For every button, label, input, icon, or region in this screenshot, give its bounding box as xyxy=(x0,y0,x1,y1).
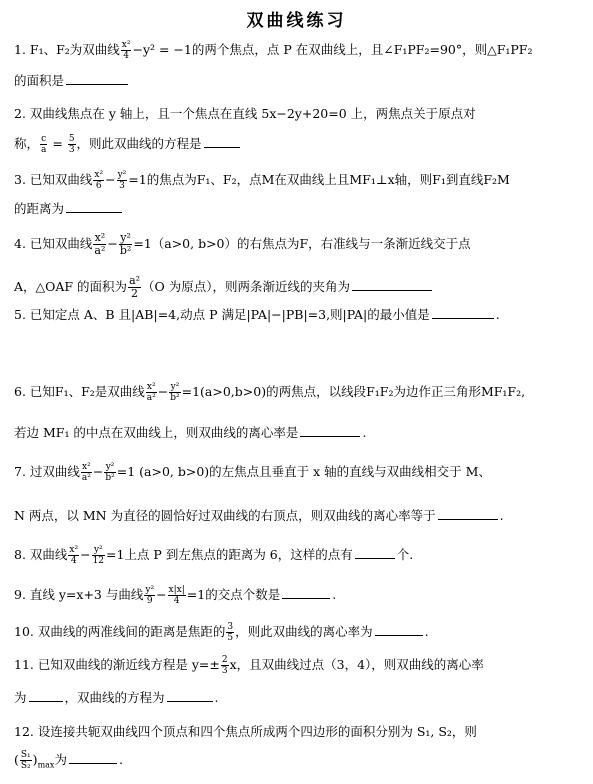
q2-text-c: ，则此双曲线的方程是 xyxy=(76,136,202,151)
q8-fraction-1: $\frac{\text{x²}}{4}$ xyxy=(69,545,79,566)
question-5-line-1: 5. 已知定点 A、B 且|AB|=4,动点 P 满足|PA|−|PB|=3,则|PA|的最小值是 . xyxy=(14,307,500,322)
question-12-line-2: ( $\frac{\text{S₁}}{\text{S₂}}$ )$_{max}$为 . xyxy=(14,750,123,771)
q9-text-a: 9. 直线 y=x+3 与曲线 xyxy=(14,587,144,602)
question-4-line-1 xyxy=(14,232,583,257)
question-1-line-2 xyxy=(14,72,583,89)
q7-minus: − xyxy=(92,464,104,479)
q7-fraction-1: $\frac{\text{x²}}{\text{a²}}$ xyxy=(81,462,91,483)
q1-text-c: 的面积是 xyxy=(14,73,65,88)
question-3-line-1 xyxy=(14,170,583,191)
question-6-line-2: 若边 MF₁ 的中点在双曲线上，则双曲线的离心率是 . xyxy=(14,425,367,440)
q2-equals: = xyxy=(48,136,67,151)
q12-text-b: 为 xyxy=(54,752,67,767)
q4-fraction-3: $\frac{\text{a²}}{2}$ xyxy=(129,274,141,300)
q2-fraction-5-3: $\frac{5}{3}$ xyxy=(68,134,75,155)
question-6-line-1 xyxy=(14,382,583,403)
q4-text-a: 4. 已知双曲线 xyxy=(14,236,93,251)
q11-text-b: x，且双曲线过点（3，4），则双曲线的离心率 xyxy=(229,657,484,672)
q11-fraction: $\frac{2}{3}$ xyxy=(221,655,228,676)
q4-text-d: （O 为原点），则两条渐近线的夹角为 xyxy=(142,279,351,294)
q4-answer-blank[interactable] xyxy=(352,278,432,291)
q6-fraction-2: $\frac{\text{y²}}{\text{b²}}$ xyxy=(170,382,180,403)
q12-subscript-max: max xyxy=(37,760,55,770)
q8-fraction-2: $\frac{\text{y²}}{12}$ xyxy=(92,545,105,566)
q11-equation-blank[interactable] xyxy=(167,689,213,702)
q7-answer-blank[interactable] xyxy=(438,507,498,520)
q6-fraction-1: $\frac{\text{x²}}{\text{a²}}$ xyxy=(146,382,156,403)
q9-minus: − xyxy=(156,587,167,602)
question-1-line-1 xyxy=(14,40,583,61)
q11-text-d: ，双曲线的方程为 xyxy=(64,690,165,705)
worksheet-title: 双曲线练习 xyxy=(246,11,347,31)
q1-answer-blank[interactable] xyxy=(66,72,128,85)
q9-fraction-2: $\frac{x|x|}{4}$ xyxy=(168,585,185,606)
question-9-line-1: 9. 直线 y=x+3 与曲线 $\frac{\text{y²}}{9}$ − $\frac{x|x|}{4}$ =1的交点个数是 . xyxy=(14,585,337,606)
q3-text-b: =1的焦点为F₁、F₂，点M在双曲线上且MF₁⊥x轴，则F₁到直线F₂M xyxy=(128,172,510,187)
q3-fraction-2: $\frac{\text{y²}}{3}$ xyxy=(117,170,127,191)
question-3-line-2 xyxy=(14,200,583,217)
question-7-line-1 xyxy=(14,462,583,483)
q5-text-a: 5. 已知定点 A、B 且|AB|=4,动点 P 满足|PA|−|PB|=3,则|PA|的最小值是 xyxy=(14,307,430,322)
q8-answer-blank[interactable] xyxy=(355,546,395,559)
question-8-line-1 xyxy=(14,545,583,566)
q3-minus: − xyxy=(105,172,116,187)
question-11-line-2: 为 ，双曲线的方程为 . xyxy=(14,690,219,705)
q3-text-c: 的距离为 xyxy=(14,201,65,216)
question-2-line-1 xyxy=(14,106,583,122)
question-10-line-1: 10. 双曲线的两准线间的距离是焦距的 $\frac{3}{5}$ ，则此双曲线的离心率为 . xyxy=(14,622,429,643)
q3-fraction-1: $\frac{\text{x²}}{6}$ xyxy=(94,170,104,191)
q4-text-c: A，△OAF 的面积为 xyxy=(14,279,128,294)
q1-fraction: $\frac{\text{x²}}{4}$ xyxy=(121,40,131,61)
q5-answer-blank[interactable] xyxy=(432,306,494,319)
q4-minus: − xyxy=(107,236,118,251)
question-12-line-1 xyxy=(14,724,583,740)
q8-text-b: =1上点 P 到左焦点的距离为 6，这样的点有 xyxy=(106,547,353,562)
q12-fraction: $\frac{\text{S₁}}{\text{S₂}}$ xyxy=(20,750,31,771)
q11-eccentricity-blank[interactable] xyxy=(29,689,63,702)
question-4-line-2 xyxy=(14,275,583,300)
q2-text-b: 称， xyxy=(14,136,40,151)
q7-text-c: N 两点，以 MN 为直径的圆恰好过双曲线的右顶点，则双曲线的离心率等于 xyxy=(14,508,436,523)
q9-fraction-1: $\frac{\text{y²}}{9}$ xyxy=(145,585,155,606)
q4-fraction-2: $\frac{\text{y²}}{\text{b²}}$ xyxy=(119,231,132,257)
q3-text-a: 3. 已知双曲线 xyxy=(14,172,93,187)
q10-text-b: ，则此双曲线的离心率为 xyxy=(235,624,373,639)
q1-text-b: −y² = −1的两个焦点，点 P 在双曲线上，且∠F₁PF₂=90°，则△F₁PF₂ xyxy=(132,42,533,57)
q1-text-a: 1. F₁、F₂为双曲线 xyxy=(14,42,120,57)
q9-text-b: =1的交点个数是 xyxy=(186,587,281,602)
q4-fraction-1: $\frac{\text{x²}}{\text{a²}}$ xyxy=(94,231,106,257)
q9-answer-blank[interactable] xyxy=(282,586,330,599)
q7-text-b: =1 (a>0, b>0)的左焦点且垂直于 x 轴的直线与双曲线相交于 M、 xyxy=(116,464,491,479)
q2-text-a: 2. 双曲线焦点在 y 轴上，且一个焦点在直线 5x−2y+20=0 上，两焦点关于原点对 xyxy=(14,106,476,121)
q7-fraction-2: $\frac{\text{y²}}{\text{b²}}$ xyxy=(105,462,115,483)
question-7-line-2: N 两点，以 MN 为直径的圆恰好过双曲线的右顶点，则双曲线的离心率等于 . xyxy=(14,508,504,523)
q2-answer-blank[interactable] xyxy=(204,135,240,148)
q10-answer-blank[interactable] xyxy=(375,623,423,636)
q8-text-c: 个. xyxy=(396,547,414,562)
q6-text-b: =1(a>0,b>0)的两焦点，以线段F₁F₂为边作正三角形MF₁F₂, xyxy=(181,384,526,399)
q8-text-a: 8. 双曲线 xyxy=(14,547,68,562)
q6-answer-blank[interactable] xyxy=(300,424,360,437)
q6-text-c: 若边 MF₁ 的中点在双曲线上，则双曲线的离心率是 xyxy=(14,425,299,440)
q12-text-a: 12. 设连接共轭双曲线四个顶点和四个焦点所成两个四边形的面积分别为 S₁, S₂，则 xyxy=(14,724,477,739)
q12-answer-blank[interactable] xyxy=(69,751,117,764)
q7-text-a: 7. 过双曲线 xyxy=(14,464,80,479)
q6-minus: − xyxy=(157,384,169,399)
q11-text-a: 11. 已知双曲线的渐近线方程是 y=± xyxy=(14,657,220,672)
q8-minus: − xyxy=(80,547,91,562)
question-11-line-1 xyxy=(14,655,583,676)
q11-text-c: 为 xyxy=(14,690,27,705)
q6-text-a: 6. 已知F₁、F₂是双曲线 xyxy=(14,384,145,399)
q2-fraction-c-a: $\frac{c}{a}$ xyxy=(41,134,47,155)
q4-text-b: =1（a>0, b>0）的右焦点为F，右准线与一条渐近线交于点 xyxy=(133,236,471,251)
q10-fraction: $\frac{3}{5}$ xyxy=(227,622,234,643)
question-2-line-2 xyxy=(14,134,583,155)
q3-answer-blank[interactable] xyxy=(66,200,122,213)
q10-text-a: 10. 双曲线的两准线间的距离是焦距的 xyxy=(14,624,226,639)
